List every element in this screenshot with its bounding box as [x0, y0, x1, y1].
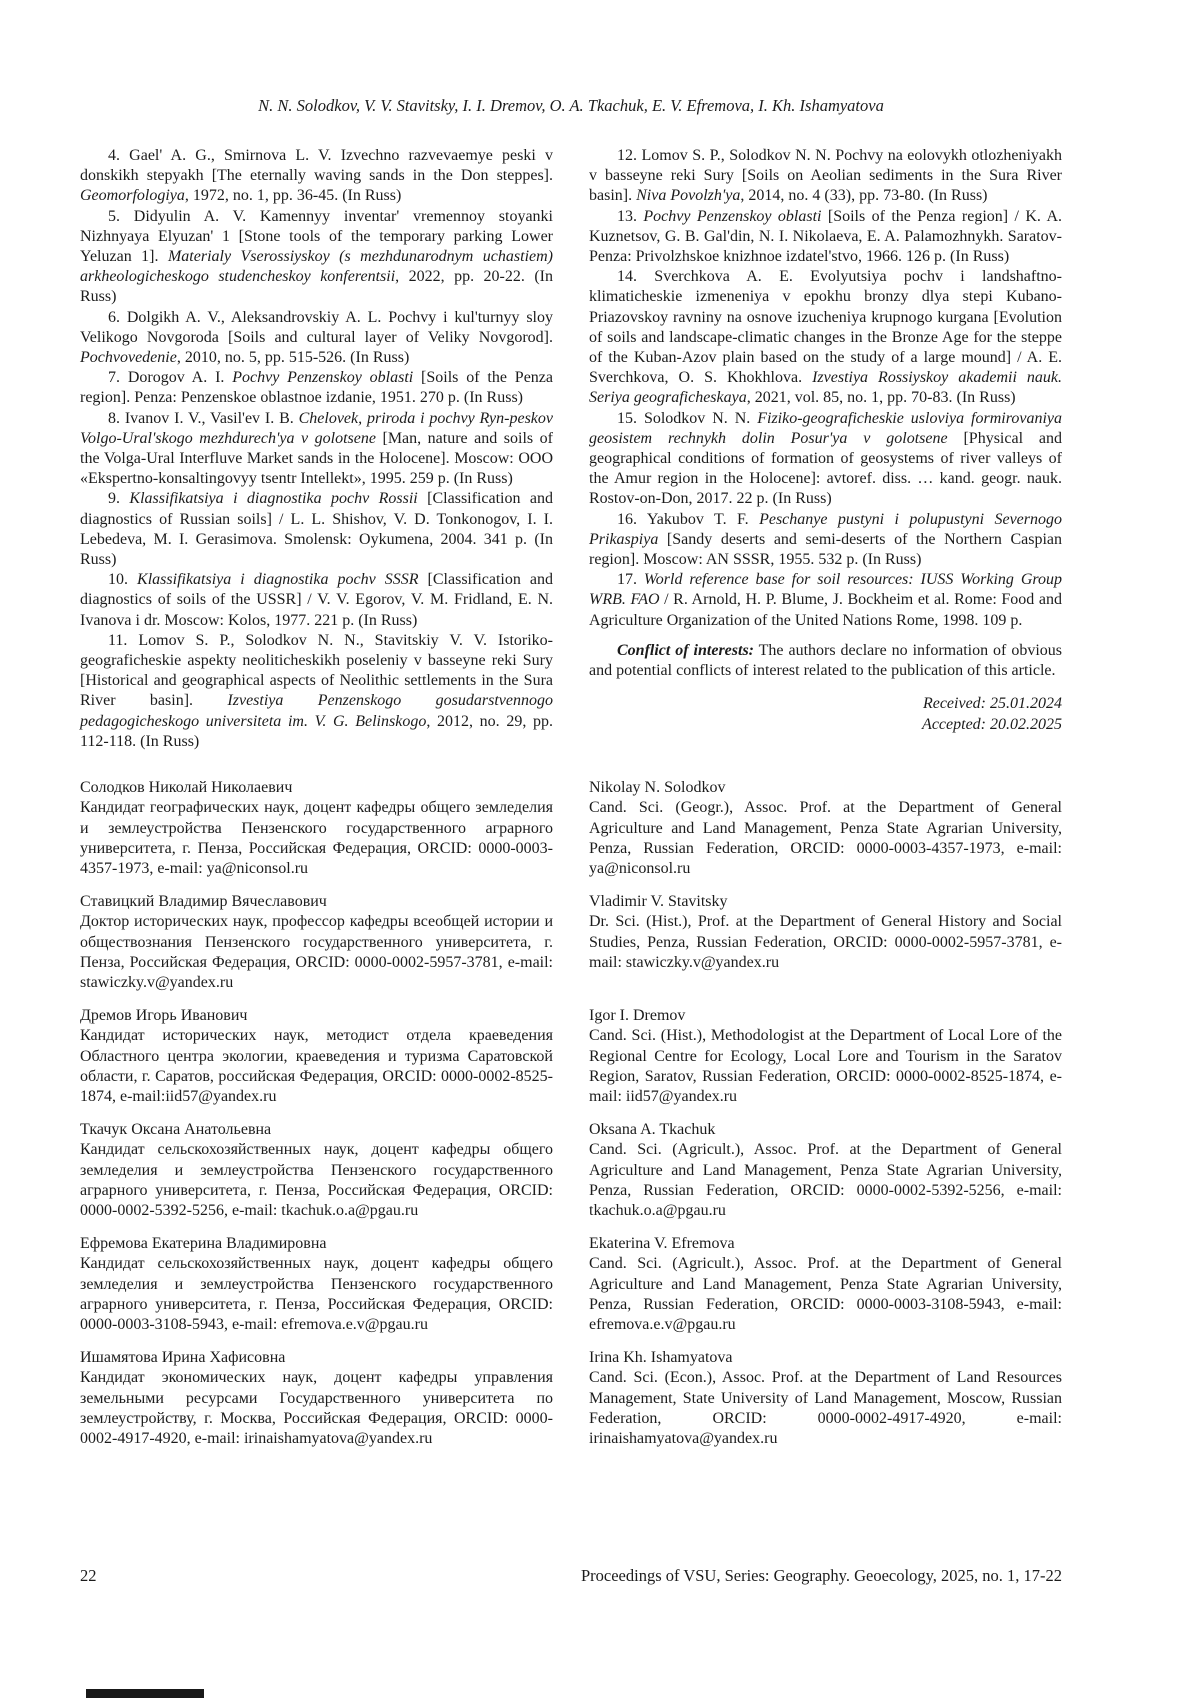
reference-item [589, 409, 1062, 510]
text-run: 5. Didyulin A. V. Kamennyy inventar' vremennoy stoyanki Nizhnyaya Elyuzan' 1 [Stone tools of the temporary parking Lower Yeluzan 1]. [80, 207, 553, 266]
bio-description: Cand. Sci. (Econ.), Assoc. Prof. at the Department of Land Resources Management, State University of Land Management, Moscow, Russian Federation, ORCID: 0000-0002-4917-4920, e-mail: irinaishamyatova@yandex.ru [589, 1369, 1062, 1447]
page-content [80, 146, 1062, 1449]
bio-author-name: Vladimir V. Stavitsky [589, 893, 728, 911]
text-run-italic: Materialy Vserossiyskoy (s mezhdunarodnym uchastiem) arkheologicheskogo studencheskoy konferentsii [80, 248, 554, 286]
text-run: [Man, nature and soils of the Volga-Ural Interfluve Market sands in the Holocene]. Moscow: OOO «Ekspertno-konsaltingovyy tsentr Intellekt», 1995. 259 p. (In Russ) [80, 429, 553, 488]
text-run: [Classification and diagnostics of Russian soils] / L. L. Shishov, V. D. Tonkonogov, I. I. Lebedeva, M. I. Gerasimova. Smolensk: Oykumena, 2004. 341 p. (In Russ) [80, 490, 553, 569]
text-run: [Physical and geographical conditions of formation of geosystems of river valleys of the Amur region in the Holocene]: avtoref. diss. … kand. geogr. nauk. Rostov-on-Don, 2017. 22 p. (In Russ) [589, 429, 1062, 508]
bio-description: Cand. Sci. (Geogr.), Assoc. Prof. at the Department of General Agriculture and Land Management, Penza State Agrarian University, Penza, Russian Federation, ORCID: 0000-0003-4357-1973, e-mail: ya@niconsol.ru [589, 799, 1062, 877]
bio-ru [80, 1120, 553, 1221]
reference-item [80, 570, 553, 631]
reference-item [589, 510, 1062, 571]
text-run: 15. Solodkov N. N. [617, 409, 758, 427]
text-run-italic: Fiziko-geograficheskie usloviya formirovaniya geosistem rechnykh dolin Posur'ya v golotsene [589, 409, 1063, 447]
received-date: Received: 25.01.2024 [922, 695, 1062, 713]
bio-description: Кандидат сельскохозяйственных наук, доцент кафедры общего земледелия и землеустройства Пензенского государственного аграрного университета, г. Пенза, Российская Федерация, ORCID: 0000-0003-3108-5943, e-mail: efremova.e.v@pgau.ru [80, 1255, 553, 1333]
text-run-italic: Klassifikatsiya i diagnostika pochv SSSR [137, 571, 419, 589]
text-run: , 2021, vol. 85, no. 1, pp. 70-83. (In Russ) [746, 389, 1016, 407]
page-footer [80, 1566, 1062, 1586]
text-run: , 2012, no. 29, pp. 112-118. (In Russ) [80, 712, 554, 750]
text-run: , 2022, pp. 20-22. (In Russ) [80, 268, 553, 306]
bio-author-name: Oksana A. Tkachuk [589, 1121, 716, 1139]
text-run: 4. Gael' A. G., Smirnova L. V. Izvechno razvevaemye peski v donskikh stepyakh [The eternally waving sands in the Don steppes]. [80, 147, 553, 185]
bio-description: Cand. Sci. (Agricult.), Assoc. Prof. at the Department of General Agriculture and Land Management, Penza State Agrarian University, Penza, Russian Federation, ORCID: 0000-0003-3108-5943, e-mail: efremova.e.v@pgau.ru [589, 1255, 1062, 1333]
text-run: [Soils of the Penza region] / K. A. Kuznetsov, G. B. Gal'din, N. I. Nikolaeva, E. A. Palamozhnykh. Saratov-Penza: Privolzhskoe knizhnoe izdatel'stvo, 1966. 126 p. (In Russ) [589, 207, 1062, 266]
bio-description: Dr. Sci. (Hist.), Prof. at the Department of General History and Social Studies, Penza, Russian Federation, ORCID: 0000-0002-5957-3781, e-mail: stawiczky.v@yandex.ru [589, 913, 1062, 971]
references-right-column [589, 146, 1062, 752]
text-run-italic: Klassifikatsiya i diagnostika pochv Rossii [129, 490, 418, 508]
bio-ru [80, 1006, 553, 1107]
text-run-italic: Pochvy Penzenskoy oblasti [232, 369, 414, 387]
text-run: 12. Lomov S. P., Solodkov N. N. Pochvy na eolovykh otlozheniyakh v basseyne reki Sury [Soils on Aeolian sediments in the Sura River basin]. [589, 147, 1062, 205]
text-run: [Soils of the Penza region]. Penza: Penzenskoe oblastnoe izdanie, 1951. 270 p. (In Russ) [80, 369, 554, 407]
bio-description: Кандидат географических наук, доцент кафедры общего земледелия и землеустройства Пензенского государственного аграрного университета, г. Пенза, Российская Федерация, ORCID: 0000-0003-4357-1973, e-mail: ya@niconsol.ru [80, 799, 553, 877]
bio-ru [80, 778, 553, 879]
bio-description: Кандидат сельскохозяйственных наук, доцент кафедры общего земледелия и землеустройства Пензенского государственного аграрного университета, г. Пенза, Российская Федерация, ORCID: 0000-0002-5392-5256, e-mail: tkachuk.o.a@pgau.ru [80, 1141, 553, 1219]
author-bios-grid [80, 778, 1062, 1449]
reference-item [80, 368, 553, 408]
journal-reference-line: Proceedings of VSU, Series: Geography. Geoecology, 2025, no. 1, 17-22 [580, 1566, 1062, 1585]
reference-item [80, 489, 553, 570]
bio-author-name: Irina Kh. Ishamyatova [589, 1349, 733, 1367]
bio-author-name: Ткачук Оксана Анатольевна [80, 1121, 272, 1139]
bio-author-name: Ишамятова Ирина Хафисовна [80, 1349, 286, 1367]
bio-en [589, 892, 1062, 993]
bio-en [589, 1348, 1062, 1449]
bio-en [589, 1234, 1062, 1335]
bio-ru [80, 892, 553, 993]
bio-author-name: Ekaterina V. Efremova [589, 1235, 735, 1253]
bio-en [589, 778, 1062, 879]
scan-artifact [86, 1689, 204, 1698]
text-run: 14. Sverchkova A. E. Evolyutsiya pochv i landshaftno-klimaticheskie izmeneniya v epokhu bronzy dlya stepi Kubano-Priazovskoy ravniny na osnove izucheniya krupnogo kurgana [Evolution of soils and landscape-climatic changes in the Bronze Age for the steppe of the Kuban-Azov plain based on the study of a large mound] / A. E. Sverchkova, O. S. Khokhlova. [589, 268, 1062, 387]
text-run: / R. Arnold, H. P. Blume, J. Bockheim et al. Rome: Food and Agriculture Organization of the United Nations Rome, 1998. 109 p. [589, 591, 1062, 629]
bio-author-name: Igor I. Dremov [589, 1007, 686, 1025]
text-run: [Classification and diagnostics of soils of the USSR] / V. V. Egorov, V. M. Fridland, E. N. Ivanova i dr. Moscow: Kolos, 1977. 221 p. (In Russ) [80, 571, 554, 629]
references-right-list [589, 146, 1062, 631]
text-run: 16. Yakubov T. F. [617, 510, 760, 528]
reference-item [80, 146, 553, 207]
text-run: 17. [617, 571, 644, 589]
accepted-date: Accepted: 20.02.2025 [922, 716, 1062, 734]
text-run: , 2010, no. 5, pp. 515-526. (In Russ) [176, 349, 410, 367]
reference-item [589, 267, 1062, 408]
text-run: The authors declare no information of obvious and potential conflicts of interest related to the publication of this article. [589, 641, 1063, 680]
bio-author-name: Ефремова Екатерина Владимировна [80, 1235, 327, 1253]
bio-en [589, 1006, 1062, 1107]
reference-item [80, 409, 553, 490]
text-run-italic: Conflict of interests: [617, 641, 754, 659]
running-head-authors: N. N. Solodkov, V. V. Stavitsky, I. I. Dremov, O. A. Tkachuk, E. V. Efremova, I. Kh. Ishamyatova [258, 96, 884, 115]
bio-description: Кандидат исторических наук, методист отдела краеведения Областного центра экологии, краеведения и туризма Саратовской области, г. Саратов, российская Федерация, ORCID: 0000-0002-8525-1874, e-mail:iid57@yandex.ru [80, 1027, 553, 1105]
references-left-column [80, 146, 553, 752]
text-run: , 1972, no. 1, pp. 36-45. (In Russ) [184, 187, 402, 205]
reference-item [80, 207, 553, 308]
text-run: , 2014, no. 4 (33), pp. 73-80. (In Russ) [740, 187, 988, 205]
text-run: 13. [617, 207, 644, 225]
references-section [80, 146, 1062, 752]
bio-author-name: Nikolay N. Solodkov [589, 779, 726, 797]
text-run: 9. [108, 490, 130, 508]
reference-item [589, 570, 1062, 631]
text-run-italic: Geomorfologiya [80, 187, 185, 205]
text-run: 7. Dorogov A. I. [108, 369, 233, 387]
text-run: 6. Dolgikh A. V., Aleksandrovskiy A. L. Pochvy i kul'turnyy sloy Velikogo Novgoroda [Soils and cultural layer of Veliky Novgorod]. [80, 308, 553, 346]
reference-item [80, 631, 553, 752]
text-run: 8. Ivanov I. V., Vasil'ev I. B. [108, 409, 299, 427]
text-run-italic: Niva Povolzh'ya [636, 187, 741, 205]
bio-author-name: Дремов Игорь Иванович [80, 1007, 248, 1025]
reference-item [80, 308, 553, 369]
bio-description: Доктор исторических наук, профессор кафедры всеобщей истории и обществознания Пензенского государственного университета, г. Пенза, Российская Федерация, ORCID: 0000-0002-5957-3781, e-mail: stawiczky.v@yandex.ru [80, 913, 553, 991]
bio-author-name: Ставицкий Владимир Вячеславович [80, 893, 327, 911]
page-number: 22 [80, 1566, 97, 1585]
reference-item [589, 146, 1062, 207]
bio-en [589, 1120, 1062, 1221]
bio-description: Cand. Sci. (Agricult.), Assoc. Prof. at the Department of General Agriculture and Land Management, Penza State Agrarian University, Penza, Russian Federation, ORCID: 0000-0002-5392-5256, e-mail: tkachuk.o.a@pgau.ru [589, 1141, 1062, 1219]
bio-ru [80, 1348, 553, 1449]
text-run-italic: Pochvovedenie [80, 349, 177, 367]
dates-block [589, 693, 1062, 735]
text-run-italic: Pochvy Penzenskoy oblasti [643, 207, 822, 225]
bio-ru [80, 1234, 553, 1335]
text-run-italic: Chelovek, priroda i pochvy Ryn-peskov Volgo-Ural'skogo mezhdurech'ya v golotsene [80, 409, 554, 447]
bio-author-name: Солодков Николай Николаевич [80, 779, 293, 797]
reference-item [589, 207, 1062, 268]
text-run-italic: Izvestiya Rossiyskoy akademii nauk. Seriya geograficheskaya [589, 369, 1062, 407]
text-run: 11. Lomov S. P., Solodkov N. N., Stavitskiy V. V. Istoriko-geograficheskie aspekty neoliticheskikh poseleniy v basseyne reki Sury [Historical and geographical aspects of Neolithic settlements in the Sura River basin]. [80, 631, 553, 710]
text-run-italic: Peschanye pustyni i polupustyni Severnogo Prikaspiya [589, 510, 1063, 548]
text-run-italic: World reference base for soil resources: IUSS Working Group WRB. FAO [589, 571, 1063, 609]
bio-description: Cand. Sci. (Hist.), Methodologist at the Department of Local Lore of the Regional Centre for Ecology, Local Lore and Tourism in the Saratov Region, Saratov, Russian Federation, ORCID: 0000-0002-8525-1874, e-mail: iid57@yandex.ru [589, 1027, 1062, 1105]
bio-description: Кандидат экономических наук, доцент кафедры управления земельными ресурсами Государственного университета по землеустройству, г. Москва, Российская Федерация, ORCID: 0000-0002-4917-4920, e-mail: irinaishamyatova@yandex.ru [80, 1369, 553, 1447]
conflict-of-interests-paragraph [589, 641, 1062, 681]
text-run-italic: Izvestiya Penzenskogo gosudarstvennogo pedagogicheskogo universiteta im. V. G. Belinskogo [80, 692, 553, 730]
text-run: 10. [108, 571, 138, 589]
text-run: [Sandy deserts and semi-deserts of the Northern Caspian region]. Moscow: AN SSSR, 1955. 532 p. (In Russ) [589, 530, 1062, 569]
